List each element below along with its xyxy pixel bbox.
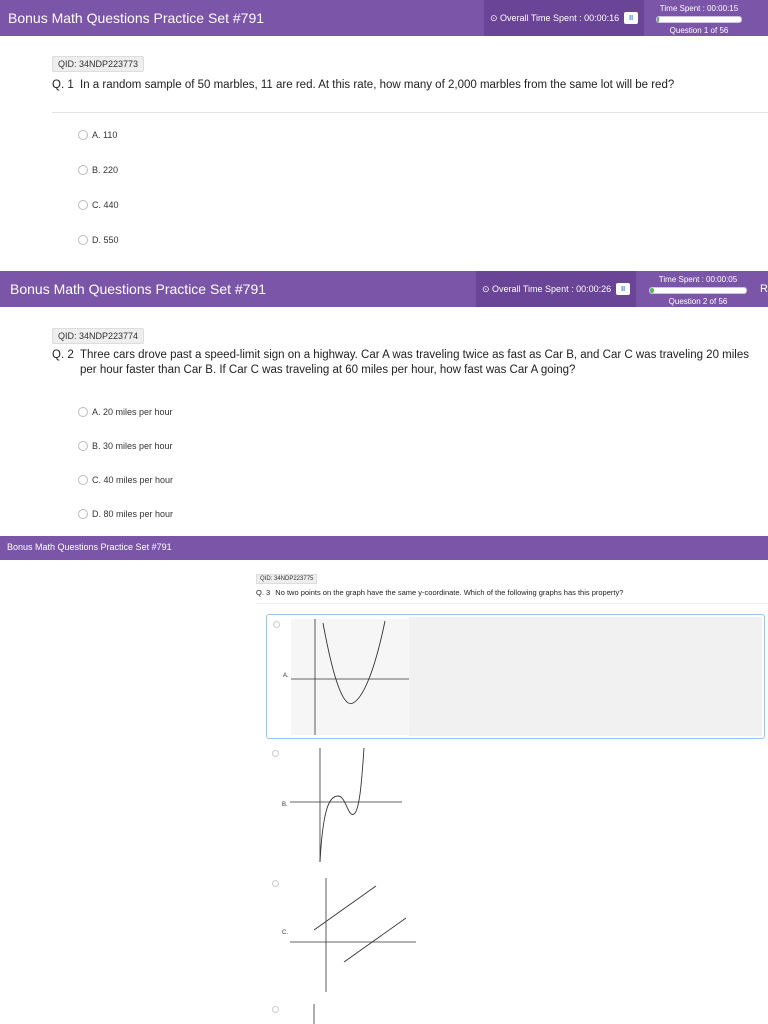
practice-set-title: Bonus Math Questions Practice Set #791: [10, 281, 267, 297]
question-body: No two points on the graph have the same y-coordinate. Which of the following graphs has this property?: [275, 588, 624, 597]
question-number: Q. 1: [52, 79, 74, 91]
graph-option-d[interactable]: [266, 1002, 426, 1024]
parabola-curve: [323, 621, 385, 704]
overall-time-label: ⊙ Overall Time Spent : 00:00:26: [482, 283, 612, 294]
question-body: Three cars drove past a speed-limit sign on a highway. Car A was traveling twice as fast as Car B, and Car C was traveling 20 miles per hour faster than Car B. If Car C was traveling at 60 miles per hour, how fast was Car A going?: [80, 349, 749, 376]
option-label: A.: [283, 673, 289, 679]
header-bar: [0, 271, 768, 307]
header-bar: [0, 536, 768, 560]
radio-button[interactable]: [273, 621, 280, 628]
option-label: B. 220: [92, 165, 119, 175]
question-id-badge: QID: 34NDP223773: [52, 56, 144, 72]
progress-fill: [657, 17, 659, 22]
parabola-graph: [291, 619, 409, 735]
question-number: Q. 2: [52, 349, 74, 361]
lower-line: [344, 918, 406, 962]
radio-button[interactable]: [78, 165, 88, 175]
option-label: B.: [282, 802, 288, 808]
answer-option-b[interactable]: [78, 165, 118, 175]
upper-line: [314, 886, 376, 930]
progress-bar: [649, 287, 747, 294]
option-label: A. 20 miles per hour: [92, 407, 173, 417]
answer-option-c[interactable]: [78, 475, 173, 485]
parallel-lines-graph: [290, 876, 420, 996]
progress-fill: [650, 288, 654, 293]
answer-option-b[interactable]: [78, 441, 173, 451]
practice-set-title: Bonus Math Questions Practice Set #791: [8, 10, 265, 26]
question-counter: Question 1 of 56: [669, 26, 729, 35]
question-text: [52, 348, 768, 378]
divider: [52, 112, 768, 113]
question-counter: Question 2 of 56: [668, 297, 728, 306]
question-number: Q. 3: [256, 588, 271, 597]
question-panel-3: [0, 536, 768, 1024]
question-timer: [652, 4, 746, 35]
option-label: A. 110: [92, 130, 118, 140]
cubic-graph: [290, 746, 408, 866]
graph-option-b[interactable]: [266, 744, 426, 868]
option-label: C. 440: [92, 200, 119, 210]
pause-button[interactable]: II: [616, 283, 630, 295]
radio-button[interactable]: [78, 475, 88, 485]
pause-button[interactable]: II: [624, 12, 638, 24]
overall-timer: [476, 271, 636, 307]
question-panel-2: [0, 271, 768, 535]
option-label: D. 550: [92, 235, 119, 245]
practice-set-title: Bonus Math Questions Practice Set #791: [7, 542, 172, 552]
header-bar: [0, 0, 768, 36]
radio-button[interactable]: [78, 441, 88, 451]
cubic-curve: [320, 748, 364, 862]
radio-button[interactable]: [78, 407, 88, 417]
radio-button[interactable]: [78, 200, 88, 210]
question-panel-1: [0, 0, 768, 270]
radio-button[interactable]: [272, 1006, 279, 1013]
time-spent-label: Time Spent : 00:00:15: [659, 4, 739, 13]
time-spent-label: Time Spent : 00:00:05: [658, 275, 738, 284]
graph-option-a[interactable]: [266, 614, 765, 739]
question-text: [256, 588, 623, 597]
answer-option-d[interactable]: [78, 509, 173, 519]
option-label: C. 40 miles per hour: [92, 475, 174, 485]
radio-button[interactable]: [272, 880, 279, 887]
question-body: In a random sample of 50 marbles, 11 are red. At this rate, how many of 2,000 marbles from the same lot will be red?: [80, 79, 675, 91]
question-text: [52, 78, 752, 93]
radio-button[interactable]: [78, 130, 88, 140]
answer-option-a[interactable]: [78, 130, 117, 140]
question-timer: [646, 275, 750, 306]
question-id-badge: QID: 34NDP223774: [52, 328, 144, 344]
option-highlight: [409, 617, 762, 736]
progress-bar: [656, 16, 742, 23]
divider: [256, 603, 768, 604]
question-id-badge: QID: 34NDP223775: [256, 574, 317, 584]
overall-time-label: ⊙ Overall Time Spent : 00:00:16: [490, 12, 620, 23]
overall-timer: [484, 0, 644, 36]
edge-truncated-text[interactable]: R: [760, 283, 768, 295]
option-label: B. 30 miles per hour: [92, 441, 173, 451]
option-label: C.: [282, 930, 288, 936]
option-label: D. 80 miles per hour: [92, 509, 174, 519]
graph-option-c[interactable]: [266, 874, 426, 998]
radio-button[interactable]: [78, 509, 88, 519]
radio-button[interactable]: [272, 750, 279, 757]
answer-option-d[interactable]: [78, 235, 119, 245]
partial-graph: [290, 1004, 350, 1024]
answer-option-a[interactable]: [78, 407, 173, 417]
answer-option-c[interactable]: [78, 200, 119, 210]
radio-button[interactable]: [78, 235, 88, 245]
